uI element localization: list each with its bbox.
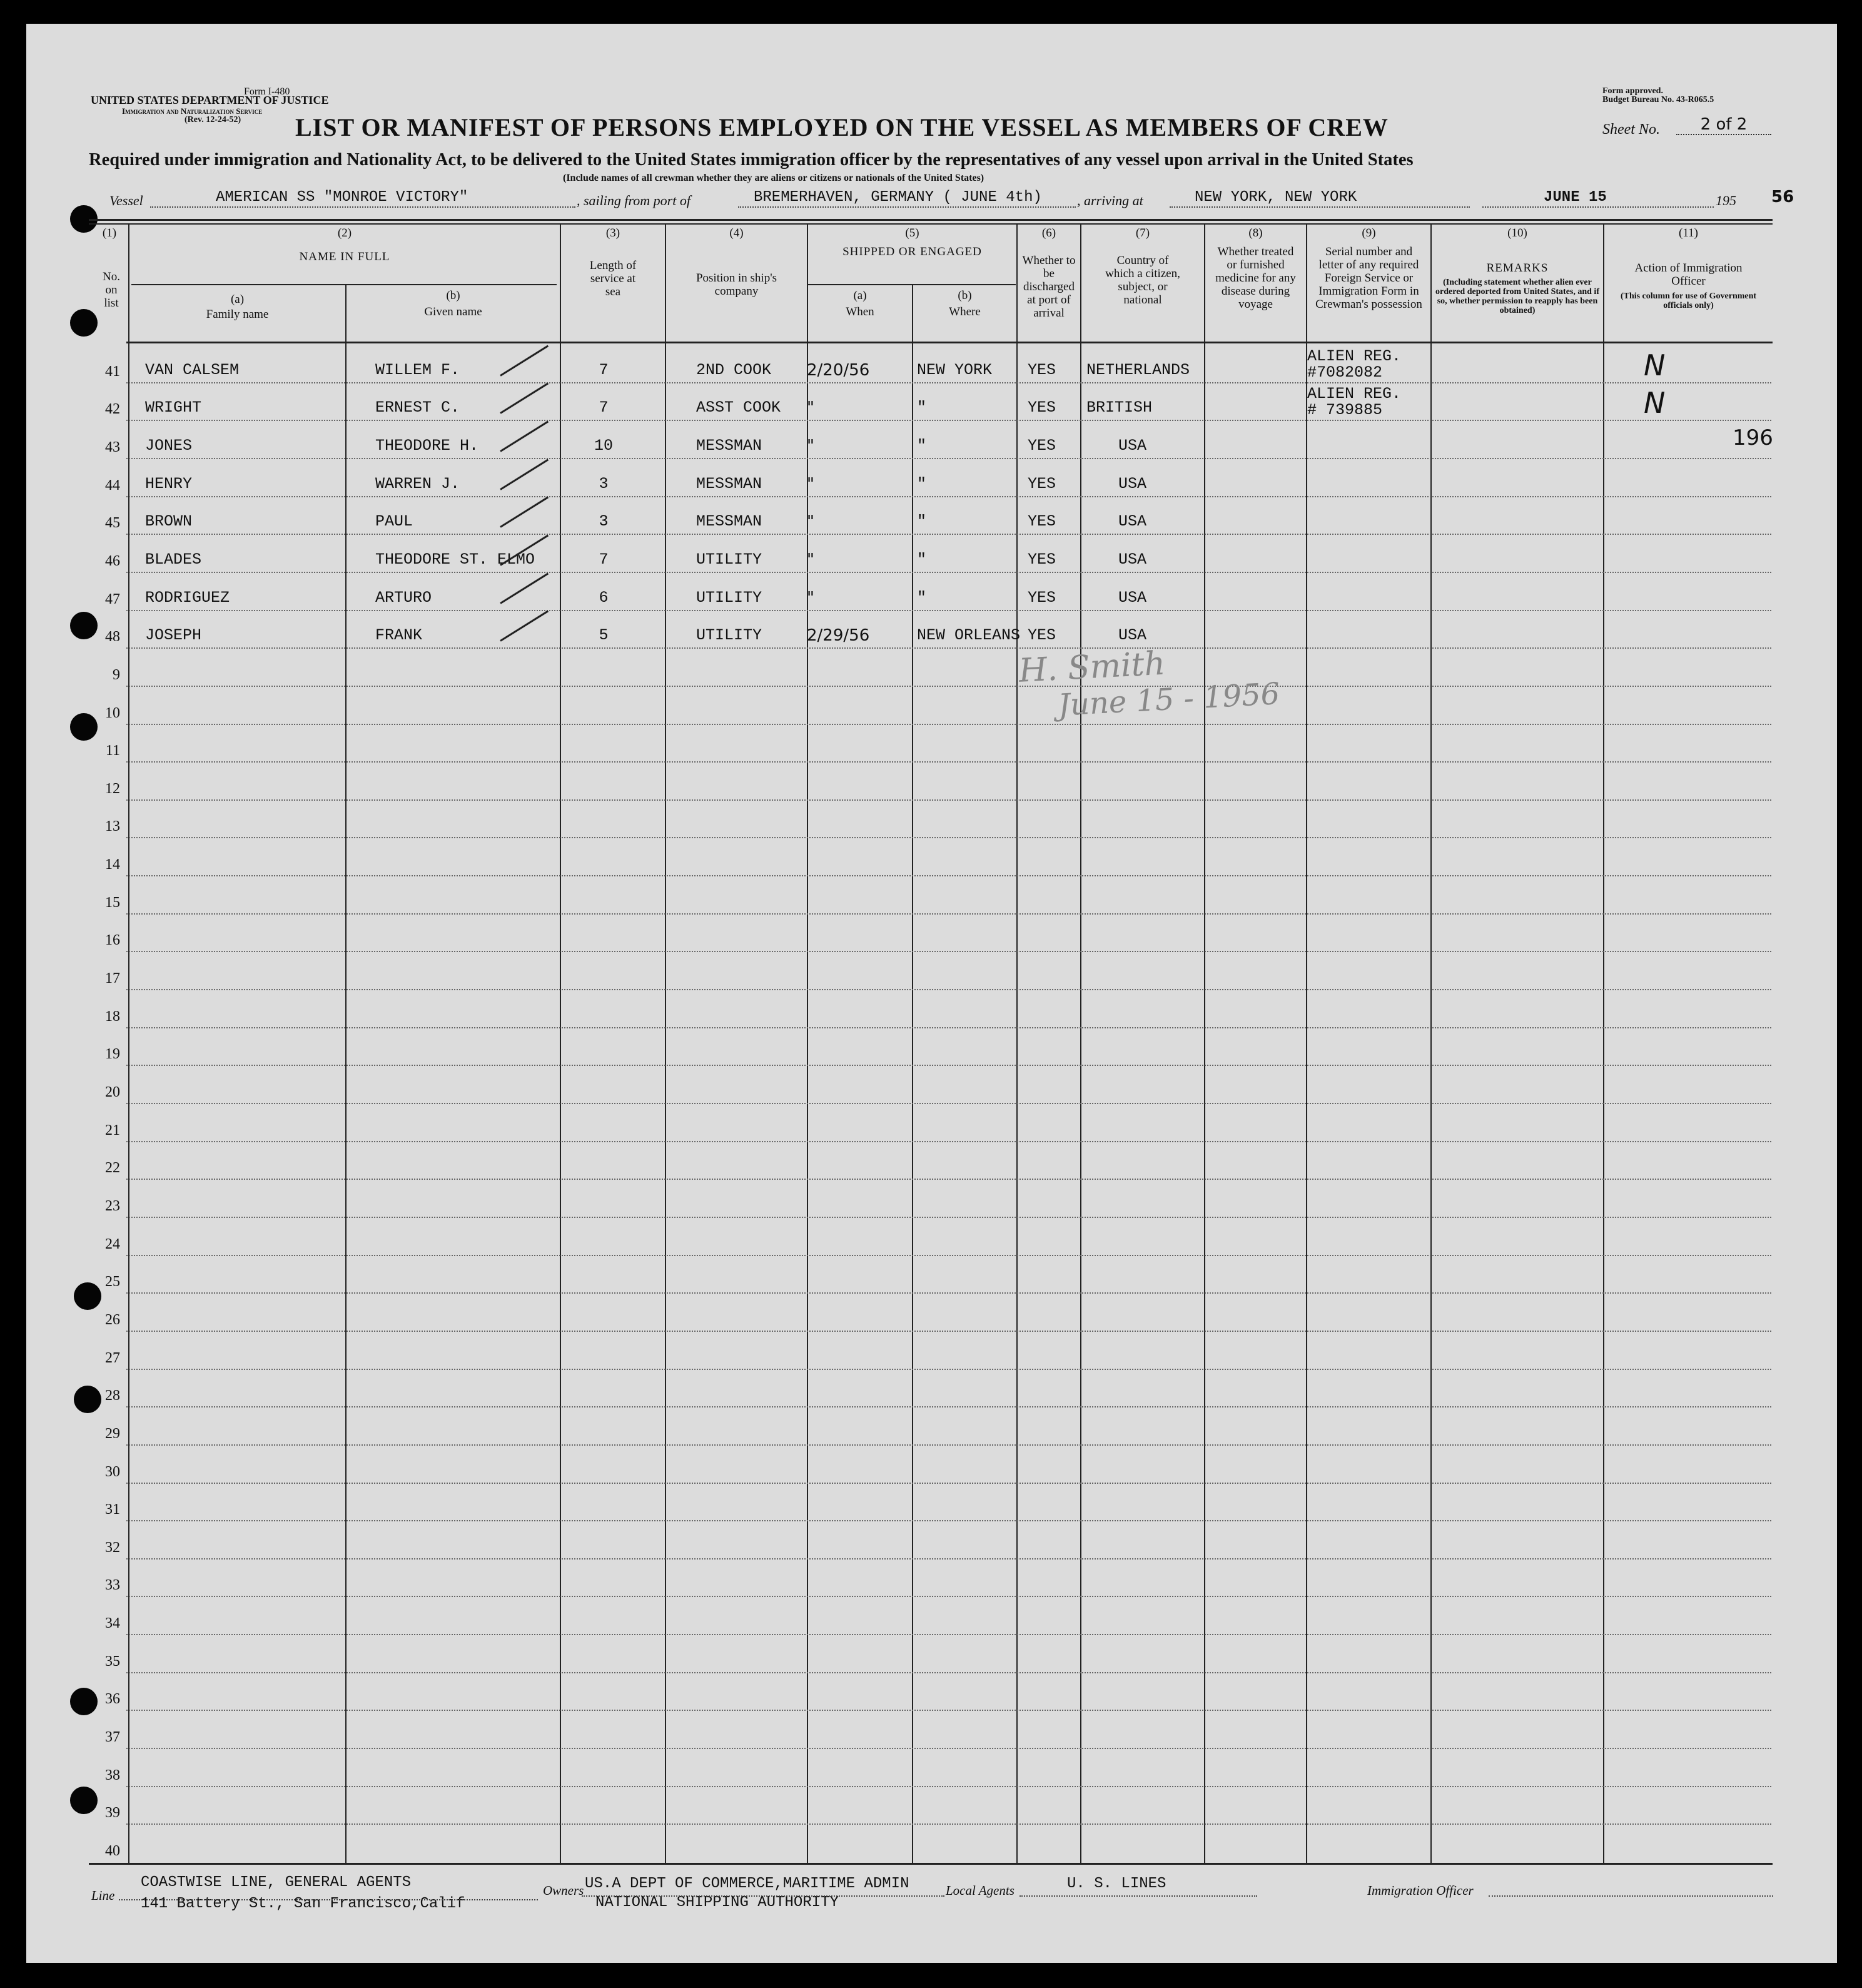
- row-number: 10: [105, 705, 120, 721]
- shipped-when-cell: ": [807, 512, 814, 531]
- shipped-when-cell: ": [807, 589, 814, 607]
- col-border: [345, 284, 347, 1864]
- service: Immigration and Naturalization Service: [122, 106, 263, 116]
- col11-label: Action of Immigration Officer: [1634, 261, 1743, 288]
- col8-number: (8): [1248, 226, 1263, 240]
- row-number: 27: [105, 1350, 120, 1366]
- col-border: [1603, 223, 1604, 1864]
- col10-number: (10): [1507, 226, 1527, 240]
- row-separator: [126, 1255, 1771, 1256]
- row-separator: [126, 1369, 1771, 1370]
- row-number: 34: [105, 1615, 120, 1631]
- row-separator: [126, 572, 1771, 573]
- year-prefix: 195: [1716, 193, 1736, 208]
- service-length-cell: 6: [599, 589, 609, 607]
- owners-label: Owners: [543, 1883, 584, 1898]
- row-separator: [126, 799, 1771, 801]
- row-separator: [126, 610, 1771, 611]
- row-number: 15: [105, 895, 120, 911]
- row-number: 12: [105, 781, 120, 797]
- service-length-cell: 3: [599, 512, 609, 530]
- family-name-cell: BLADES: [145, 550, 202, 569]
- discharged-cell: YES: [1028, 626, 1056, 644]
- shipped-when-cell: ": [807, 437, 814, 455]
- agents-underline: [1020, 1895, 1257, 1897]
- arrival-date: JUNE 15: [1544, 189, 1607, 206]
- col5-label: SHIPPED OR ENGAGED: [842, 245, 982, 258]
- vessel-value: AMERICAN SS "MONROE VICTORY": [216, 189, 468, 206]
- shipped-when-cell: ": [807, 475, 814, 494]
- row-separator: [126, 1596, 1771, 1597]
- col4-number: (4): [729, 226, 744, 240]
- row-separator: [126, 647, 1771, 649]
- row-separator: [126, 1483, 1771, 1484]
- col2a-label: Family name: [206, 308, 269, 321]
- given-name-cell: THEODORE ST. ELMO: [375, 550, 535, 569]
- sheet-label: Sheet No.: [1602, 121, 1660, 138]
- table-top-border: [89, 219, 1773, 221]
- position-cell: UTILITY: [696, 626, 762, 644]
- shipped-where-cell: ": [917, 512, 927, 530]
- date-underline: [1482, 206, 1714, 208]
- col10-sub: (Including statement whether alien ever ordered deported from United States, and if so, whether permission to reapply has been obtained): [1435, 278, 1599, 315]
- agents-value: U. S. LINES: [1067, 1875, 1166, 1892]
- col11-number: (11): [1679, 226, 1698, 240]
- row-number: 43: [105, 439, 120, 455]
- row-separator: [126, 1748, 1771, 1749]
- row-number: 9: [113, 667, 120, 683]
- row-separator: [126, 534, 1771, 535]
- serial-number-cell: # 739885: [1307, 401, 1383, 419]
- row-separator: [126, 875, 1771, 876]
- discharged-cell: YES: [1028, 475, 1056, 493]
- row-separator: [126, 686, 1771, 687]
- col2b-label: Given name: [424, 305, 482, 318]
- col10-label: REMARKS: [1486, 261, 1549, 275]
- col7-number: (7): [1135, 226, 1150, 240]
- service-length-cell: 7: [599, 398, 609, 417]
- row-separator: [126, 496, 1771, 497]
- vessel-label: Vessel: [109, 193, 143, 208]
- shipped-where-cell: ": [917, 437, 927, 455]
- country-cell: USA: [1118, 512, 1147, 530]
- line-value-1: COASTWISE LINE, GENERAL AGENTS: [141, 1874, 412, 1891]
- row-separator: [126, 1065, 1771, 1066]
- arriving-value: NEW YORK, NEW YORK: [1195, 189, 1357, 206]
- line-underline: [119, 1899, 538, 1900]
- row-number: 18: [105, 1008, 120, 1025]
- shipped-where-cell: NEW YORK: [917, 361, 993, 379]
- row-number: 40: [105, 1843, 120, 1859]
- row-number: 33: [105, 1577, 120, 1593]
- row-number: 45: [105, 515, 120, 531]
- row-separator: [126, 1823, 1771, 1825]
- country-cell: USA: [1118, 626, 1147, 644]
- row-separator: [126, 1444, 1771, 1446]
- discharged-cell: YES: [1028, 589, 1056, 607]
- position-cell: UTILITY: [696, 589, 762, 607]
- service-length-cell: 7: [599, 361, 609, 379]
- row-separator: [126, 1558, 1771, 1559]
- officer-label: Immigration Officer: [1367, 1883, 1474, 1898]
- shipped-when-cell: 2/20/56: [807, 361, 870, 380]
- shipped-when-cell: 2/29/56: [807, 626, 870, 645]
- page-number: 196: [1733, 425, 1773, 450]
- service-length-cell: 3: [599, 475, 609, 493]
- given-name-cell: FRANK: [375, 626, 423, 644]
- row-number: 36: [105, 1691, 120, 1707]
- country-cell: BRITISH: [1086, 398, 1153, 417]
- position-cell: MESSMAN: [696, 475, 762, 493]
- name-subheader-line: [131, 284, 557, 285]
- row-separator: [126, 1027, 1771, 1028]
- row-separator: [126, 951, 1771, 952]
- sailing-underline: [738, 206, 1076, 208]
- service-length-cell: 7: [599, 550, 609, 569]
- col-border: [1430, 223, 1432, 1864]
- row-number: 42: [105, 401, 120, 417]
- arriving-underline: [1170, 206, 1470, 208]
- col5-number: (5): [905, 226, 919, 240]
- row-number: 24: [105, 1236, 120, 1252]
- serial-cell: ALIEN REG.: [1307, 385, 1402, 403]
- shipped-when-cell: ": [807, 398, 814, 417]
- row-number: 11: [105, 743, 120, 759]
- row-number: 31: [105, 1501, 120, 1518]
- discharged-cell: YES: [1028, 512, 1056, 530]
- country-cell: USA: [1118, 550, 1147, 569]
- discharged-cell: YES: [1028, 361, 1056, 379]
- row-separator: [126, 724, 1771, 725]
- col-border: [912, 284, 913, 1864]
- shipped-where-cell: NEW ORLEANS: [917, 626, 1021, 644]
- row-number: 19: [105, 1046, 120, 1062]
- family-name-cell: JONES: [145, 437, 193, 455]
- col2b-number: (b): [446, 289, 460, 302]
- sailing-label: , sailing from port of: [577, 193, 691, 208]
- row-separator: [126, 1406, 1771, 1407]
- row-separator: [126, 837, 1771, 838]
- officer-underline: [1489, 1895, 1773, 1897]
- year-value: 56: [1771, 188, 1794, 206]
- row-separator: [126, 1710, 1771, 1711]
- row-separator: [126, 1331, 1771, 1332]
- header-bottom-border: [126, 342, 1773, 343]
- col5b-label: Where: [949, 305, 981, 318]
- serial-cell: ALIEN REG.: [1307, 347, 1402, 365]
- given-name-cell: ARTURO: [375, 589, 432, 607]
- col-border: [807, 223, 808, 1864]
- col2-number: (2): [337, 226, 352, 240]
- given-name-cell: ERNEST C.: [375, 398, 460, 417]
- row-number: 13: [105, 818, 120, 834]
- arriving-label: , arriving at: [1077, 193, 1143, 208]
- col9-label: Serial number and letter of any required Foreign Service or Immigration Form in Crewman's possession: [1315, 245, 1422, 311]
- col8-label: Whether treated or furnished medicine for any disease during voyage: [1215, 245, 1296, 311]
- col7-label: Country of which a citizen, subject, or national: [1105, 254, 1180, 307]
- row-separator: [126, 1179, 1771, 1180]
- shipped-where-cell: ": [917, 589, 927, 607]
- given-name-cell: PAUL: [375, 512, 413, 530]
- line-value-2: 141 Battery St., San Francisco,Calif: [141, 1895, 465, 1912]
- sailing-value: BREMERHAVEN, GERMANY ( JUNE 4th): [754, 189, 1042, 206]
- row-number: 20: [105, 1084, 120, 1100]
- col5a-label: When: [846, 305, 874, 318]
- row-separator: [126, 761, 1771, 763]
- col-border: [1204, 223, 1205, 1864]
- col1-number: (1): [102, 226, 117, 240]
- serial-number-cell: #7082082: [1307, 363, 1383, 382]
- signature-date: June 15 - 1956: [1057, 676, 1281, 723]
- position-cell: ASST COOK: [696, 398, 781, 417]
- family-name-cell: HENRY: [145, 475, 193, 493]
- row-number: 46: [105, 553, 120, 569]
- position-cell: 2ND COOK: [696, 361, 772, 379]
- table-top-border-2: [89, 223, 1773, 225]
- row-number: 29: [105, 1426, 120, 1442]
- col6-number: (6): [1041, 226, 1056, 240]
- row-number: 16: [105, 932, 120, 948]
- family-name-cell: VAN CALSEM: [145, 361, 240, 379]
- country-cell: USA: [1118, 589, 1147, 607]
- revision: (Rev. 12-24-52): [185, 115, 241, 124]
- row-separator: [126, 1217, 1771, 1218]
- given-name-cell: THEODORE H.: [375, 437, 479, 455]
- col-border: [1306, 223, 1307, 1864]
- country-cell: NETHERLANDS: [1086, 361, 1190, 379]
- row-number: 44: [105, 477, 120, 494]
- form-approved: Form approved.: [1602, 86, 1663, 96]
- department: UNITED STATES DEPARTMENT OF JUSTICE: [91, 94, 329, 106]
- row-number: 39: [105, 1805, 120, 1821]
- owners-underline: [582, 1895, 944, 1897]
- row-number: 25: [105, 1274, 120, 1290]
- row-separator: [126, 1672, 1771, 1673]
- given-name-cell: WARREN J.: [375, 475, 460, 493]
- row-separator: [126, 458, 1771, 459]
- col9-number: (9): [1362, 226, 1376, 240]
- row-separator: [126, 1292, 1771, 1294]
- immigration-action-cell: N: [1644, 348, 1666, 382]
- row-number: 32: [105, 1539, 120, 1556]
- owners-value-2: NATIONAL SHIPPING AUTHORITY: [595, 1894, 839, 1911]
- agents-label: Local Agents: [946, 1883, 1014, 1898]
- discharged-cell: YES: [1028, 550, 1056, 569]
- col5b-number: (b): [958, 289, 972, 302]
- row-separator: [126, 913, 1771, 915]
- col-border: [665, 223, 666, 1864]
- shipped-where-cell: ": [917, 398, 927, 417]
- position-cell: MESSMAN: [696, 512, 762, 530]
- row-number: 30: [105, 1464, 120, 1480]
- row-number: 41: [105, 363, 120, 380]
- shipped-when-cell: ": [807, 550, 814, 569]
- service-length-cell: 10: [594, 437, 613, 455]
- row-separator: [126, 1520, 1771, 1521]
- punch-hole: [70, 309, 98, 337]
- col-border: [1016, 223, 1018, 1864]
- row-number: 26: [105, 1312, 120, 1328]
- row-number: 21: [105, 1122, 120, 1139]
- row-number: 38: [105, 1767, 120, 1783]
- shipped-where-cell: ": [917, 475, 927, 493]
- col5a-number: (a): [853, 289, 867, 302]
- form-note: (Include names of all crewman whether they are aliens or citizens or nationals of the United States): [563, 173, 984, 183]
- row-number: 35: [105, 1653, 120, 1670]
- position-cell: UTILITY: [696, 550, 762, 569]
- country-cell: USA: [1118, 475, 1147, 493]
- sheet-value: 2 of 2: [1676, 115, 1771, 135]
- discharged-cell: YES: [1028, 398, 1056, 417]
- line-label: Line: [91, 1888, 115, 1903]
- row-number: 17: [105, 970, 120, 986]
- form-number: Form I-480: [244, 86, 290, 97]
- form-title: LIST OR MANIFEST OF PERSONS EMPLOYED ON THE VESSEL AS MEMBERS OF CREW: [295, 113, 1389, 141]
- family-name-cell: WRIGHT: [145, 398, 202, 417]
- row-number: 28: [105, 1387, 120, 1404]
- family-name-cell: BROWN: [145, 512, 193, 530]
- row-separator: [126, 382, 1771, 383]
- row-number: 23: [105, 1198, 120, 1214]
- owners-value-1: US.A DEPT OF COMMERCE,MARITIME ADMIN: [585, 1875, 909, 1892]
- service-length-cell: 5: [599, 626, 609, 644]
- col4-label: Position in ship's company: [696, 271, 777, 298]
- row-separator: [126, 1786, 1771, 1787]
- discharged-cell: YES: [1028, 437, 1056, 455]
- col6-label: Whether to be discharged at port of arrival: [1022, 254, 1076, 320]
- col-border: [1080, 223, 1081, 1864]
- signature-name: H. Smith: [1018, 644, 1166, 690]
- shipped-where-cell: ": [917, 550, 927, 569]
- row-number: 37: [105, 1729, 120, 1745]
- country-cell: USA: [1118, 437, 1147, 455]
- row-number: 22: [105, 1160, 120, 1176]
- row-number: 48: [105, 629, 120, 645]
- col3-label: Length of service at sea: [589, 259, 637, 298]
- row-separator: [126, 1141, 1771, 1142]
- position-cell: MESSMAN: [696, 437, 762, 455]
- immigration-action-cell: N: [1644, 386, 1666, 420]
- col-border: [560, 223, 561, 1864]
- col2-label: NAME IN FULL: [299, 250, 390, 263]
- vessel-underline: [150, 206, 575, 208]
- form-subtitle: Required under immigration and Nationality Act, to be delivered to the United States immigration officer by the representatives of any vessel upon arrival in the United States: [89, 150, 1414, 170]
- col-border: [128, 223, 129, 1864]
- family-name-cell: RODRIGUEZ: [145, 589, 230, 607]
- family-name-cell: JOSEPH: [145, 626, 202, 644]
- col11-sub: (This column for use of Government officials only): [1620, 292, 1757, 310]
- col2a-number: (a): [230, 293, 245, 306]
- row-number: 14: [105, 856, 120, 873]
- col3-number: (3): [605, 226, 620, 240]
- given-name-cell: WILLEM F.: [375, 361, 460, 379]
- row-separator: [126, 1103, 1771, 1104]
- table-bottom-border: [89, 1863, 1773, 1865]
- row-number: 47: [105, 591, 120, 607]
- officer-signature: [1018, 639, 1280, 725]
- budget-bureau: Budget Bureau No. 43-R065.5: [1602, 95, 1714, 104]
- row-separator: [126, 989, 1771, 990]
- row-separator: [126, 420, 1771, 421]
- col1-label: No. on list: [103, 270, 120, 310]
- row-separator: [126, 1634, 1771, 1635]
